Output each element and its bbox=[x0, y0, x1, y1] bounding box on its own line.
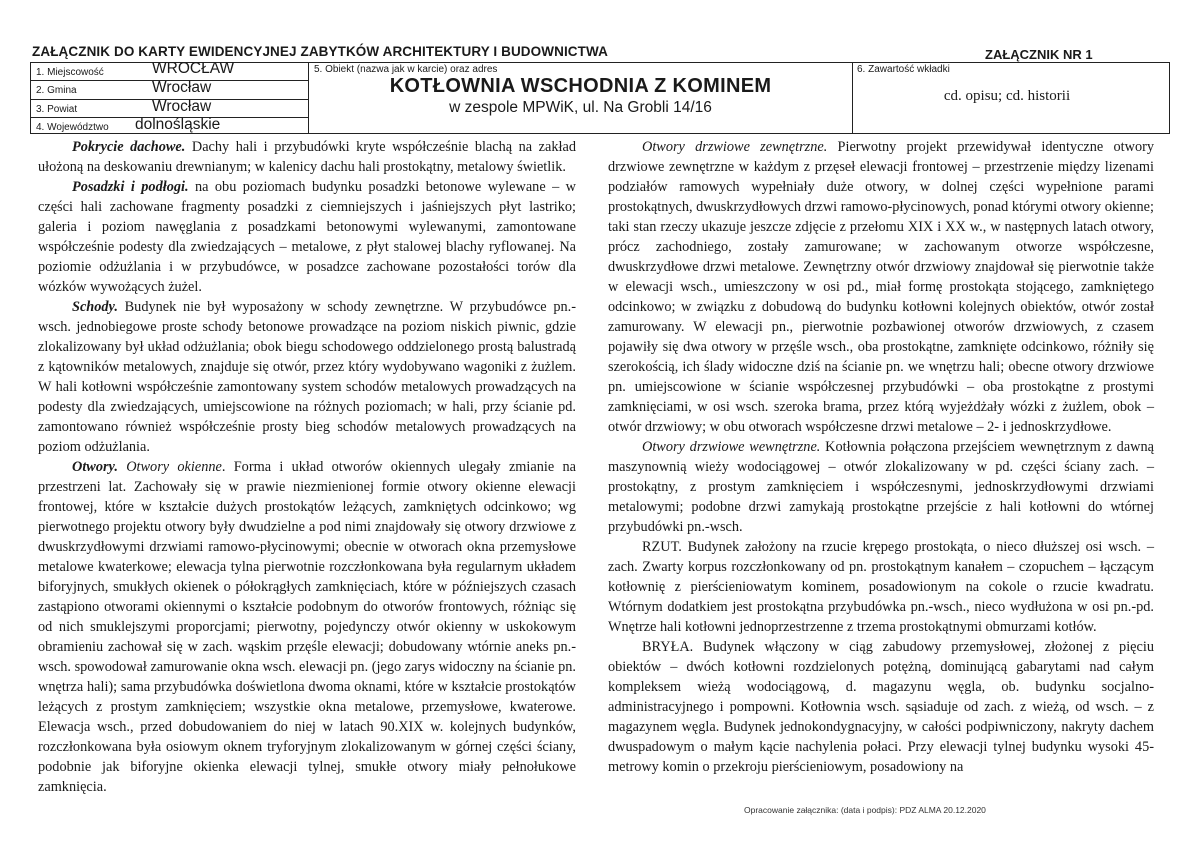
voivodeship-label: 4. Województwo bbox=[36, 122, 109, 133]
content-label: 6. Zawartość wkładki bbox=[857, 64, 950, 75]
paragraph-floors bbox=[38, 177, 576, 297]
heading-floors: Posadzki i podłogi. bbox=[72, 179, 189, 195]
locality-value: WROCŁAW bbox=[152, 60, 235, 77]
subheading-windows: Otwory okienne bbox=[117, 459, 222, 475]
column-divider-1 bbox=[308, 62, 309, 134]
object-address: w zespole MPWiK, ul. Na Grobli 14/16 bbox=[449, 99, 712, 116]
text-massing: Budynek włączony w ciąg zabudowy przemysłowej, złożonej z pięciu obiektów – dwóch kotłowni rozdzielonych potężną, dominującą gabarytami nad całym kompleksem wieżą wodociągową, d. magazynu węgla, ob. budynku socjalno-administracyjnego i pompowni. Kotłownia wsch. sąsiaduje od zach. z wieżą, od wsch. – z magazynem węgla. Budynek jednokondygnacyjny, w całości podpiwniczony, nakryty dachem dwuspadowym o małym kącie nachylenia połaci. Przy elewacji tylnej budynku wysoki 45-metrowy komin o przekroju pierścieniowym, posadowiony na bbox=[608, 639, 1154, 775]
paragraph-stairs bbox=[38, 297, 576, 457]
paragraph-internal-doors bbox=[608, 437, 1154, 537]
heading-openings: Otwory. bbox=[72, 459, 118, 475]
heading-external-doors: Otwory drzwiowe zewnętrzne. bbox=[642, 139, 828, 155]
text-external-doors: Pierwotny projekt przewidywał identyczne otwory drzwiowe zewnętrzne w każdym z przęseł elewacji frontowej – przestrzenie między lizenami podziałów ramowych wypełniały duże otwory, w dolnej części wypełnione parami prostokątnych, dwuskrzydłowych drzwi ramowo-płycinowych, ponad którymi otwory okienne; taki stan rzeczy ukazuje jeszcze zdjęcie z przełomu XIX i XX w., w następnych latach otwory, prócz zachodniego, zostały zamurowane; w zachowanym otworze współczesne, dwuskrzydłowe drzwi metalowe. Zewnętrzny otwór drzwiowy znajdował się pierwotnie także w elewacji wsch., umieszczony w osi pd., miał formę prostokąta stojącego, zamkniętego odcinkowo; w związku z dobudową do budynku kotłowni kolejnych obiektów, otwór został zamurowany. W elewacji pn., pierwotnie pozbawionej otworów drzwiowych, z czasem pojawiły się dwa otwory w przęśle wsch., oba prostokątne, zamknięte odcinkowo, różniły się szerokością, ich ślady widoczne dziś na ścianie pn. we wnętrzu hali; obecne otwory drzwiowe pn. umiejscowione w ścianie współczesnej przybudówki – oba prostokątne z prostymi zamknięciami, w osi wsch. szeroka brama, przez którą wyjeżdżały wózki z żużlem, obok – otwór drzwiowy; w obu otworach współczesne drzwi metalowe – 2- i jednoskrzydłowe. bbox=[608, 139, 1155, 435]
document-title: ZAŁĄCZNIK DO KARTY EWIDENCYJNEJ ZABYTKÓW ARCHITEKTURY I BUDOWNICTWA bbox=[32, 44, 608, 59]
text-internal-doors: Kotłownia połączona przejściem wewnętrznym z dawną maszynownią wieży wodociągowej – otwór zlokalizowany w pd. części ściany zach. – prostokątny, z prostym zamknięciem i współczesnymi, jednoskrzydłowymi drzwiami metalowymi; podobne drzwi zamykają prostokątne przejście z hali kotłowni do wtórnej przybudówki pn.-wsch. bbox=[608, 439, 1154, 535]
commune-label: 2. Gmina bbox=[36, 85, 77, 96]
content-value: cd. opisu; cd. historii bbox=[943, 88, 1071, 104]
text-plan: Budynek założony na rzucie krępego prostokąta, o nieco dłuższej osi wsch. – zach. Zwarty korpus rozczłonkowany od pn. prostokątnym kanałem – czopuchem – łączącym kotłownię z pierścieniowatym kominem, posadowionym na cokole o rzucie kwadratu. Wtórnym dodatkiem jest prostokątna przybudówka pn.-wsch., nieco wydłużona w osi pn.-pd. Wnętrze hali kotłowni jednoprzestrzenne z trzema prostokątnymi obmurzami kotłów. bbox=[608, 539, 1154, 635]
county-value: Wrocław bbox=[152, 98, 212, 115]
right-column bbox=[608, 137, 1154, 777]
heading-stairs: Schody. bbox=[72, 299, 118, 315]
heading-roof: Pokrycie dachowe. bbox=[72, 139, 186, 155]
header-table bbox=[30, 62, 1170, 134]
heading-plan: RZUT. bbox=[642, 539, 682, 555]
voivodeship-value: dolnośląskie bbox=[135, 116, 221, 133]
column-divider-2 bbox=[852, 62, 853, 134]
left-column bbox=[38, 137, 576, 797]
heading-massing: BRYŁA. bbox=[642, 639, 694, 655]
heading-internal-doors: Otwory drzwiowe wewnętrzne. bbox=[642, 439, 821, 455]
text-floors: na obu poziomach budynku posadzki betonowe wylewane – w części hali zachowane fragmenty posadzki z ciemniejszych i jaśniejszych płyt lastriko; galeria i poziom nawęglania z posadzkami betonowymi wylewanymi, zamontowane współcześnie podesty dla zwiedzających – metalowe, z płyt stalowej blachy ryflowanej. Na poziomie odżużlania i w przybudówce, w posadzce zachowane pozostałości torów dla wózków wywożących żużel. bbox=[38, 179, 577, 295]
commune-value: Wrocław bbox=[152, 79, 212, 96]
table-left-border bbox=[30, 62, 31, 134]
annex-number: ZAŁĄCZNIK NR 1 bbox=[985, 47, 1093, 62]
text-roof: Dachy hali i przybudówki kryte współcześnie blachą na zakład ułożoną na deskowaniu drewnianym; w kalenicy dachu hali prostokątny, metalowy świetlik. bbox=[38, 139, 576, 175]
paragraph-openings bbox=[38, 457, 576, 797]
paragraph-external-doors bbox=[608, 137, 1154, 437]
footer-signature: Opracowanie załącznika: (data i podpis): PDZ ALMA 20.12.2020 bbox=[744, 805, 986, 815]
text-stairs: Budynek nie był wyposażony w schody zewnętrzne. W przybudówce pn.-wsch. jednobiegowe proste schody betonowe prowadzące na poziom niskich piwnic, gdzie zlokalizowany był układ odżużlania; obok biegu schodowego oddzielonego prostą balustradą z kątowników metalowych, znajduje się otwór, przez który wydobywano wagoniki z żużlem. W hali kotłowni współcześnie zamontowany system schodów metalowych prowadzących na podesty dla zwiedzających, umiejscowione na różnych poziomach; w hali, przy ścianie pd. zamontowano również współcześnie prosty bieg schodów metalowych prowadzących na poziom odżużlania. bbox=[38, 299, 576, 455]
locality-label: 1. Miejscowość bbox=[36, 67, 104, 78]
text-windows: . Forma i układ otworów okiennych ulegały zmianie na przestrzeni lat. Zachowały się w prawie niezmienionej formie otwory okienne elewacji frontowej, które w kształcie dużych prostokątów leżących, zamkniętych odcinkowo; wg pierwotnego projektu otwory były dwudzielne a pod nimi znajdowały się otwory drzwiowe z dwuskrzydłowymi drzwiami ramowo-płycinowymi; obecnie w otworach okna przemysłowe metalowe kwaterkowe; elewacja tylna pierwotnie rozczłonkowana była regularnym układem biforyjnych, smukłych okienek o półokrągłych zamknięciach, które w późniejszych czasach zastąpiono otworami okiennymi o kształcie podobnym do otworów frontowych, różniąc się od nich smuklejszymi proporcjami; pierwotny, pojedynczy otwór okienny w uskokowym obramieniu zachował się w zach. wąskim przęśle elewacji; dobudowany wtórnie aneks pn.-wsch. spowodował zamurowanie okna wsch. elewacji pn. (jego zarys widoczny na ścianie pn. wnętrza hali); sama przybudówka doświetlona dwoma oknami, które w kształcie prostokątów leżących z prostym zamknięciem; wszystkie okna metalowe, przemysłowe, kwaterowe. Elewacja wsch., przed dobudowaniem do niej w latach 90.XIX w. kolejnych budynków, rozczłonkowana była osiowym oknem tryforyjnym zlokalizowanym w górnej części ściany, podobnie jak biforyjne okienka elewacji tylnej, smukłe otwory miały pełnołukowe zamknięcia. bbox=[38, 459, 576, 795]
paragraph-roof bbox=[38, 137, 576, 177]
object-label: 5. Obiekt (nazwa jak w karcie) oraz adres bbox=[314, 64, 498, 75]
paragraph-massing bbox=[608, 637, 1154, 777]
table-right-border bbox=[1169, 62, 1170, 134]
object-name: KOTŁOWNIA WSCHODNIA Z KOMINEM bbox=[389, 75, 772, 97]
paragraph-plan bbox=[608, 537, 1154, 637]
county-label: 3. Powiat bbox=[36, 104, 78, 115]
